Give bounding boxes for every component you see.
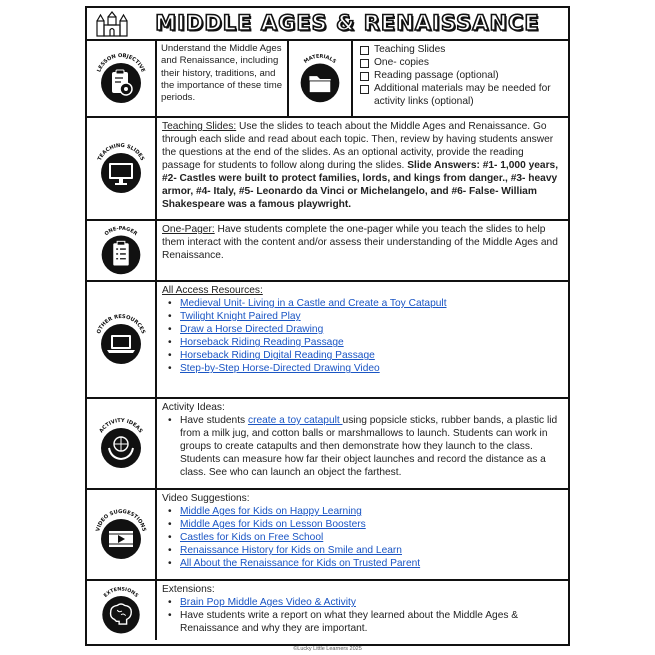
one-pager-icon-cell [87,221,157,280]
resource-link[interactable]: Medieval Unit- Living in a Castle and Create a Toy Catapult [180,298,447,310]
resource-item [162,310,564,323]
activity-ideas-list [162,414,564,479]
video-link[interactable]: Middle Ages for Kids on Lesson Boosters [180,519,366,531]
video-link[interactable]: Renaissance History for Kids on Smile and Learn [180,545,402,557]
activity-ideas-icon-cell [87,399,157,488]
video-link[interactable]: Castles for Kids on Free School [180,532,324,544]
resource-link[interactable]: Draw a Horse Directed Drawing [180,324,324,336]
video-link[interactable]: All About the Renaissance for Kids on Trusted Parent [180,558,421,570]
other-resources-icon-cell [87,282,157,397]
extensions-heading: Extensions: [162,584,215,595]
resource-link[interactable]: Twilight Knight Paired Play [180,311,301,323]
video-item [162,557,564,570]
one-pager-heading: One-Pager: [162,224,215,235]
video-suggestions-content [157,490,568,579]
resource-item [162,349,564,362]
objective-materials-row [87,41,568,118]
activity-text-post: using popsicle sticks, rubber bands, a plastic lid from a milk jug, and cotton balls or marshmallows to launch. Students can work in groups to create catapults and then demonstrate how they launch to the class. Students can measure how far their object launches and record the distance as a class. See who can launch an object the farthest. [180,415,558,479]
castle-icon [93,11,131,37]
teaching-slides-content [157,118,568,219]
monitor-icon [90,138,152,200]
film-play-icon [90,504,152,566]
other-resources-row [87,282,568,399]
materials-list-cell [353,41,568,116]
resource-link[interactable]: Horseback Riding Reading Passage [180,337,344,349]
clipboard-list-icon [91,221,151,281]
video-suggestions-row [87,490,568,581]
other-resources-content [157,282,568,397]
svg-text:VIDEO SUGGESTIONS: VIDEO SUGGESTIONS [95,508,147,532]
one-pager-row [87,221,568,282]
slide-answers-label: Slide Answers: [407,160,480,172]
title-row [87,8,568,41]
teaching-slides-icon-cell [87,118,157,219]
svg-text:LESSON OBJECTIVE: LESSON OBJECTIVE [96,52,146,73]
resource-link[interactable]: Horseback Riding Digital Reading Passage [180,350,375,362]
activity-text-pre: Have students [180,415,248,427]
brainpop-link[interactable]: Brain Pop Middle Ages Video & Activity [180,597,356,609]
resource-item [162,323,564,336]
activity-ideas-content [157,399,568,488]
video-suggestions-icon-cell [87,490,157,579]
video-item [162,505,564,518]
activity-ideas-row [87,399,568,490]
extensions-content [157,581,568,640]
svg-text:TEACHING SLIDES: TEACHING SLIDES [96,142,146,162]
teaching-slides-paragraph [162,120,564,211]
materials-item: One- copies [356,56,564,69]
svg-text:MATERIALS: MATERIALS [303,53,338,65]
materials-item: Teaching Slides [356,43,564,56]
one-pager-content [157,221,568,280]
extension-item: • Have students write a report on what they learned about the Middle Ages & Renaissance and why they are important. [162,609,564,635]
resource-item [162,336,564,349]
teaching-slides-heading: Teaching Slides: [162,121,237,132]
one-pager-text: Have students complete the one-pager while you teach the slides to help them interact with the content and/or assess their understanding of the Middle Ages and Renaissance. [162,224,558,262]
resource-item [162,362,564,375]
page-title: MIDDLE AGES & RENAISSANCE [155,11,540,36]
extensions-icon-cell [87,581,157,640]
materials-icon-cell [289,41,353,116]
resource-item [162,297,564,310]
folder-icon [290,49,350,109]
lesson-plan-sheet [85,6,570,646]
copyright-footer: ©Lucky Little Learners 2025 [293,646,362,652]
lesson-objective-text: Understand the Middle Ages and Renaissance, including their history, traditions, and the importance of these time periods. [157,41,289,116]
materials-list [356,43,564,108]
activity-ideas-heading: Activity Ideas: [162,402,225,413]
materials-item: Additional materials may be needed for activity links (optional) [356,82,564,108]
other-resources-list [162,297,564,375]
one-pager-paragraph [162,223,564,262]
materials-item: Reading passage (optional) [356,69,564,82]
svg-text:ACTIVITY IDEAS: ACTIVITY IDEAS [98,417,144,434]
hands-globe-icon [90,413,152,475]
extension-item [162,596,564,609]
video-suggestions-heading: Video Suggestions: [162,493,250,504]
video-item [162,544,564,557]
activity-item [162,414,564,479]
lesson-objective-icon-cell [87,41,157,116]
brain-icon [92,582,150,640]
teaching-slides-text: Use the slides to teach about the Middle Ages and Renaissance. Go through each slide and read about each topic. Then, review by having students answer the questions at the end of the slides. As an optional activity, provide the reading passage for students to follow along during the slides. [162,121,554,172]
svg-text:EXTENSIONS: EXTENSIONS [102,585,140,599]
svg-text:ONE-PAGER: ONE-PAGER [103,225,139,237]
video-item [162,518,564,531]
video-suggestions-list [162,505,564,570]
teaching-slides-row [87,118,568,221]
slide-answers-text: #1- 1,000 years, #2- Castles were built to protect families, lords, and kings from danger., #3- heavy armor, #4- Italy, #5- Leonardo da Vinci or Michelangelo, and #6- False- William Shakespeare was a famous playwright. [162,160,559,211]
svg-text:OTHER RESOURCES: OTHER RESOURCES [95,313,147,335]
resource-link[interactable]: Step-by-Step Horse-Directed Drawing Video [180,363,380,375]
video-item [162,531,564,544]
extensions-list [162,596,564,635]
toy-catapult-link[interactable]: create a toy catapult [247,415,343,427]
clipboard-target-icon [90,48,152,110]
extensions-row [87,581,568,640]
video-link[interactable]: Middle Ages for Kids on Happy Learning [180,506,362,518]
other-resources-heading: All Access Resources: [162,285,263,296]
laptop-icon [90,309,152,371]
